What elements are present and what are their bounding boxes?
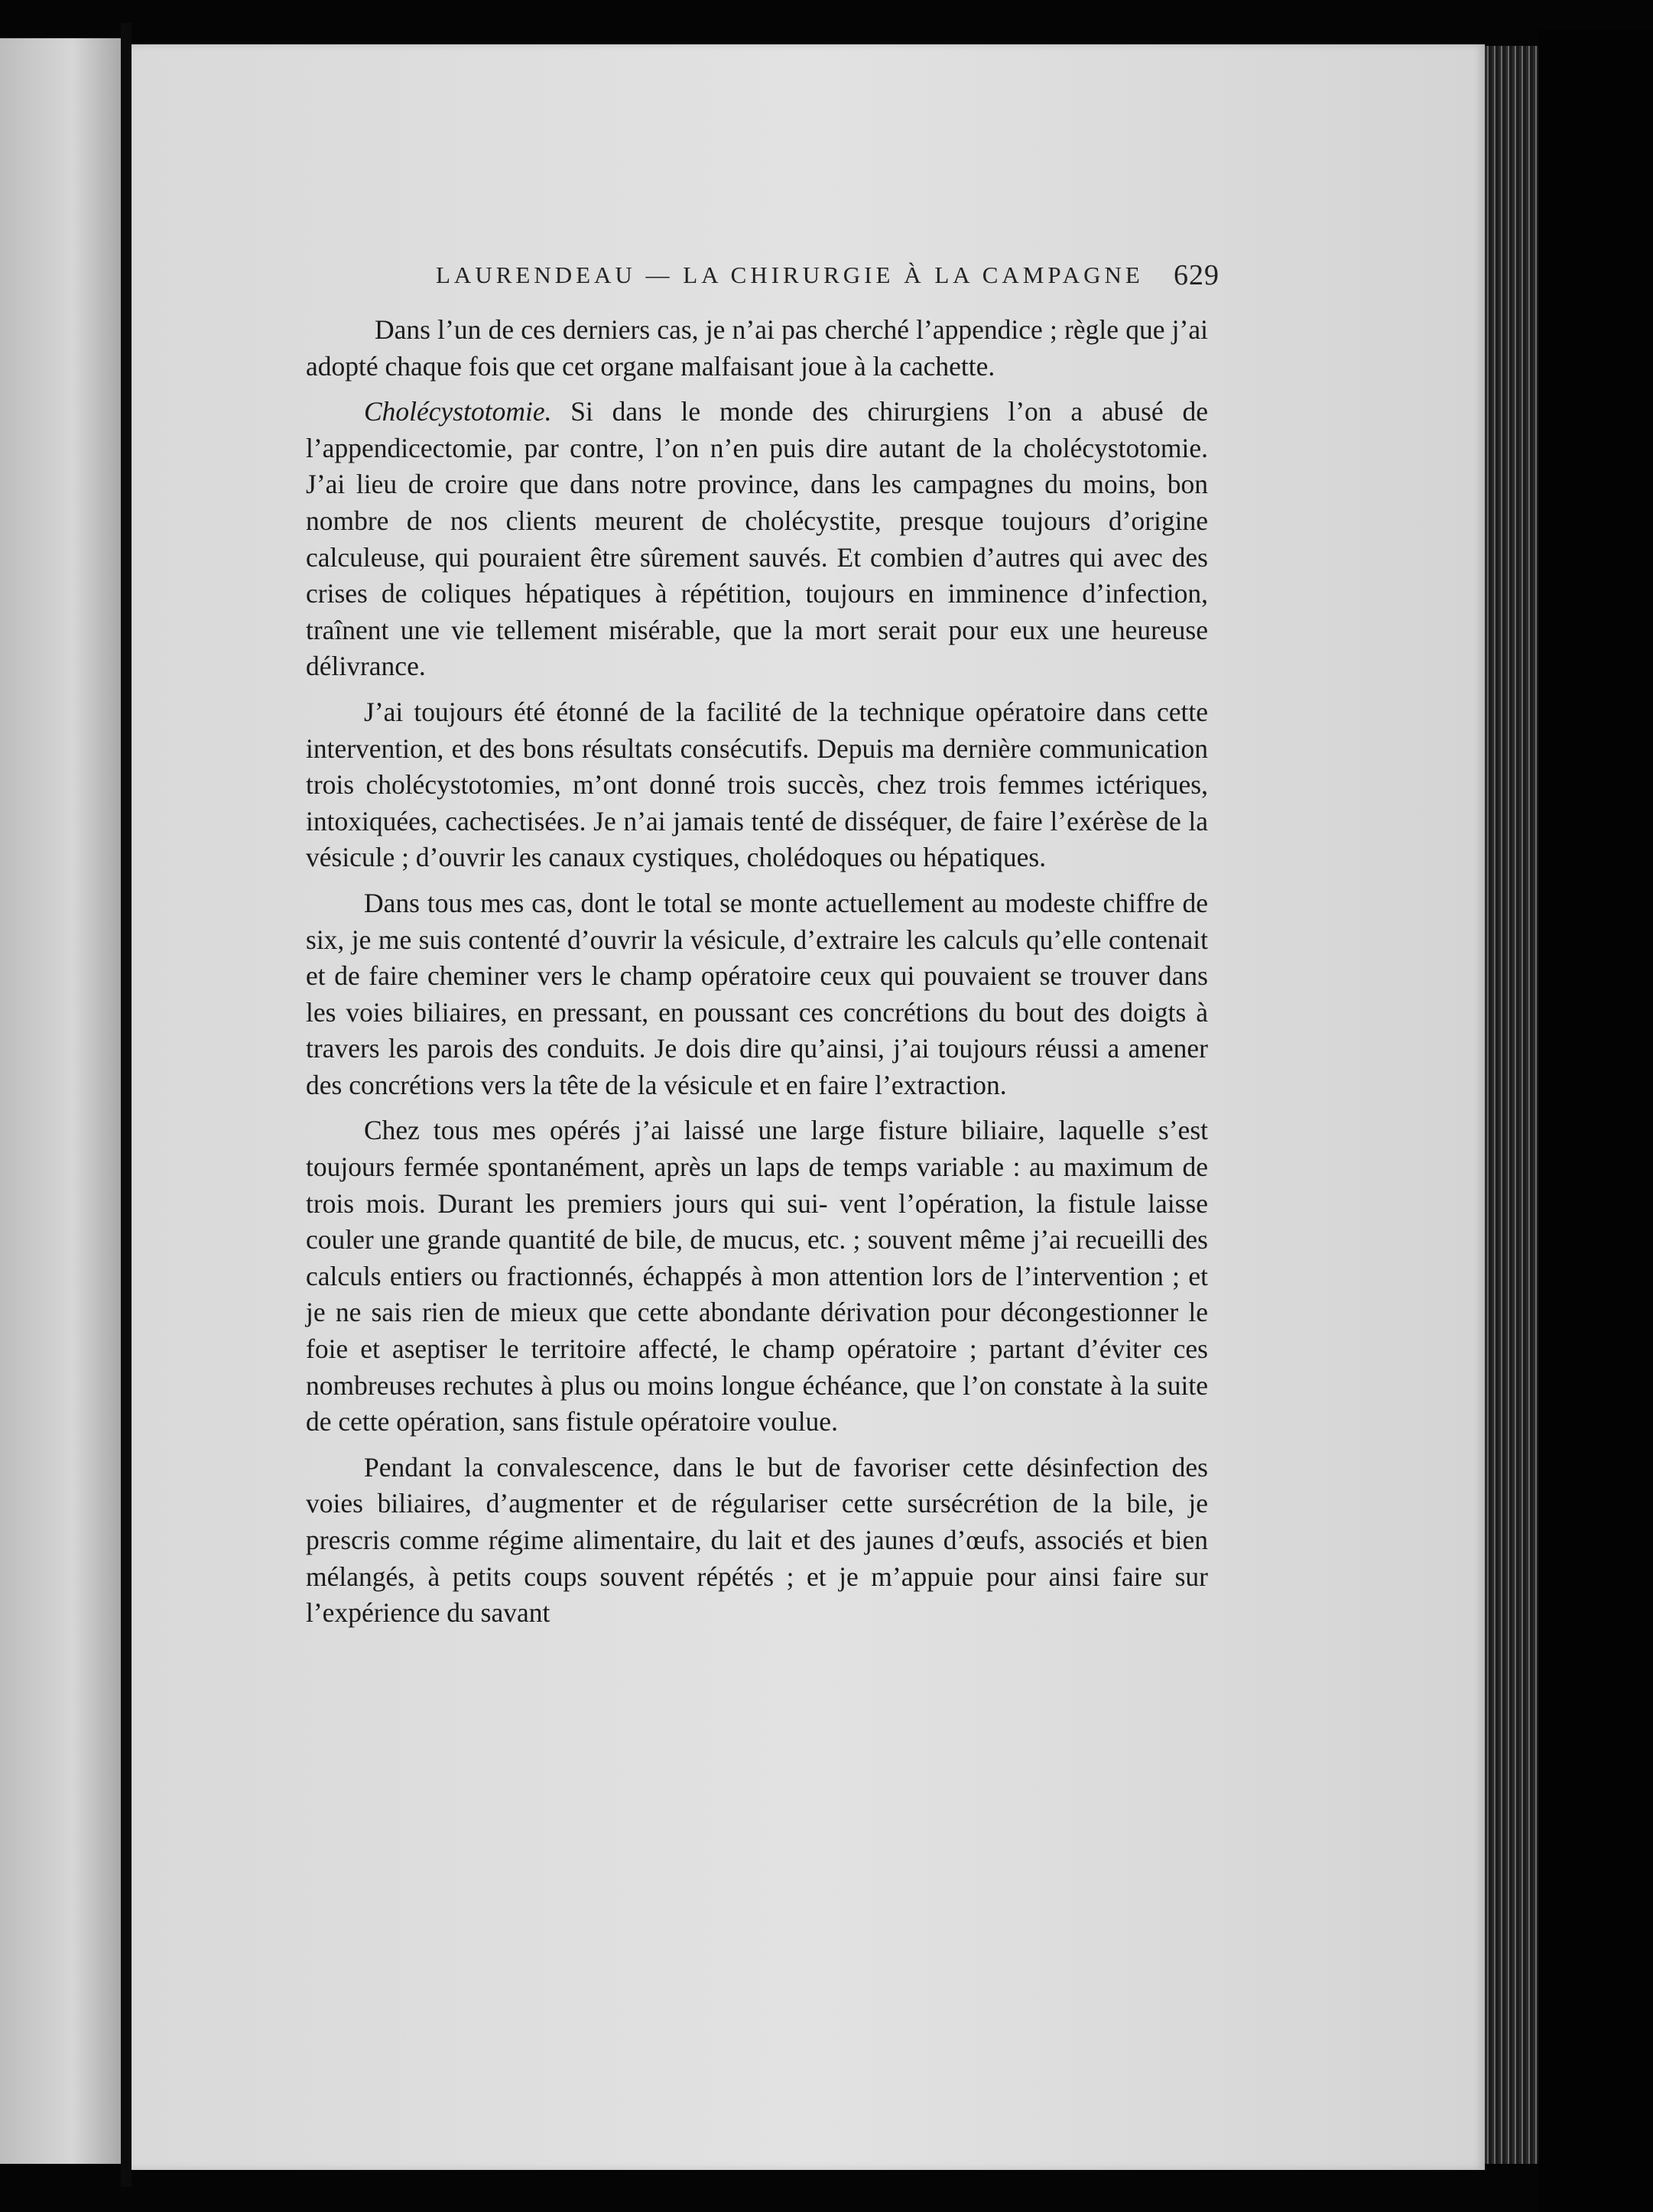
paragraph-2-text: Si dans le monde des chirurgiens l’on a abusé de l’appendicectomie, par contre, l’on n’en puis dire autant de la cholécystotomie. J’ai lieu de croire que dans notre province, dans les campagnes du moins, bon nombre de nos clients meurent de cholécystite, presque toujours d’origine calculeuse, qui pouraient être sûrement sauvés. Et combien d’autres qui avec des crises de coliques hépatiques à répétition, toujours en imminence d’infection, traînent une vie tellement misérable, que la mort serait pour eux une heureuse délivrance. xyxy=(306,396,1208,682)
book-gutter xyxy=(121,23,132,2187)
page-stack-edge xyxy=(1485,46,1538,2164)
page-number: 629 xyxy=(1174,259,1219,291)
paragraph-6: Pendant la convalescence, dans le but de favoriser cette désinfection des voies biliaires, d’augmenter et de régulariser cette sursécrétion de la bile, je prescris comme régime alimentaire, du lait et des jaunes d’œufs, associés et bien mélangés, à petits coups souvent répétés ; et je m’appuie pour ainsi faire sur l’expérience du savant xyxy=(306,1451,1208,1629)
section-heading: Cholécystotomie. xyxy=(364,396,552,427)
running-head: LAURENDEAU — LA CHIRURGIE À LA CAMPAGNE xyxy=(436,261,1144,288)
paragraph-4: Dans tous mes cas, dont le total se monte actuellement au modeste chiffre de six, je me suis contenté d’ouvrir la vésicule, d’extraire les calculs qu’elle contenait et de faire cheminer vers le champ opératoire ceux qui pouvaient se trouver dans les voies biliaires, en pressant, en poussant ces concrétions du bout des doigts à travers les parois des conduits. Je dois dire qu’ainsi, j’ai toujours réussi a amener des concrétions vers la tête de la vésicule et en faire l’extraction. xyxy=(306,887,1208,1100)
body-text xyxy=(306,312,1208,1641)
scan-border xyxy=(1538,31,1653,2212)
paragraph-3: J’ai toujours été étonné de la facilité de la technique opératoire dans cette intervention, et des bons résultats consécutifs. Depuis ma dernière communication trois cholécystotomies, m’ont donné trois succès, chez trois femmes ictériques, intoxiquées, cachectisées. Je n’ai jamais tenté de disséquer, de faire l’exérèse de la vésicule ; d’ouvrir les canaux cystiques, cholédoques ou hépatiques. xyxy=(306,696,1208,873)
page-header xyxy=(436,261,1219,300)
facing-page-edge xyxy=(0,38,121,2164)
paragraph-5: Chez tous mes opérés j’ai laissé une large fisture biliaire, laquelle s’est toujours fermée spontanément, après un laps de temps variable : au maximum de trois mois. Durant les premiers jours qui sui- vent l’opération, la fistule laisse couler une grande quantité de bile, de mucus, etc. ; souvent même j’ai recueilli des calculs entiers ou fractionnés, échappés à mon attention lors de l’intervention ; et je ne sais rien de mieux que cette abondante dérivation pour décongestionner le foie et aseptiser le territoire affecté, le champ opératoire ; partant d’éviter ces nombreuses rechutes à plus ou moins longue échéance, que l’on constate à la suite de cette opération, sans fistule opératoire voulue. xyxy=(306,1115,1208,1437)
paragraph-2 xyxy=(306,394,1208,685)
paragraph-1: Dans l’un de ces derniers cas, je n’ai pas cherché l’appendice ; règle que j’ai adopté chaque fois que cet organe malfaisant joue à la cachette. xyxy=(306,314,1208,382)
